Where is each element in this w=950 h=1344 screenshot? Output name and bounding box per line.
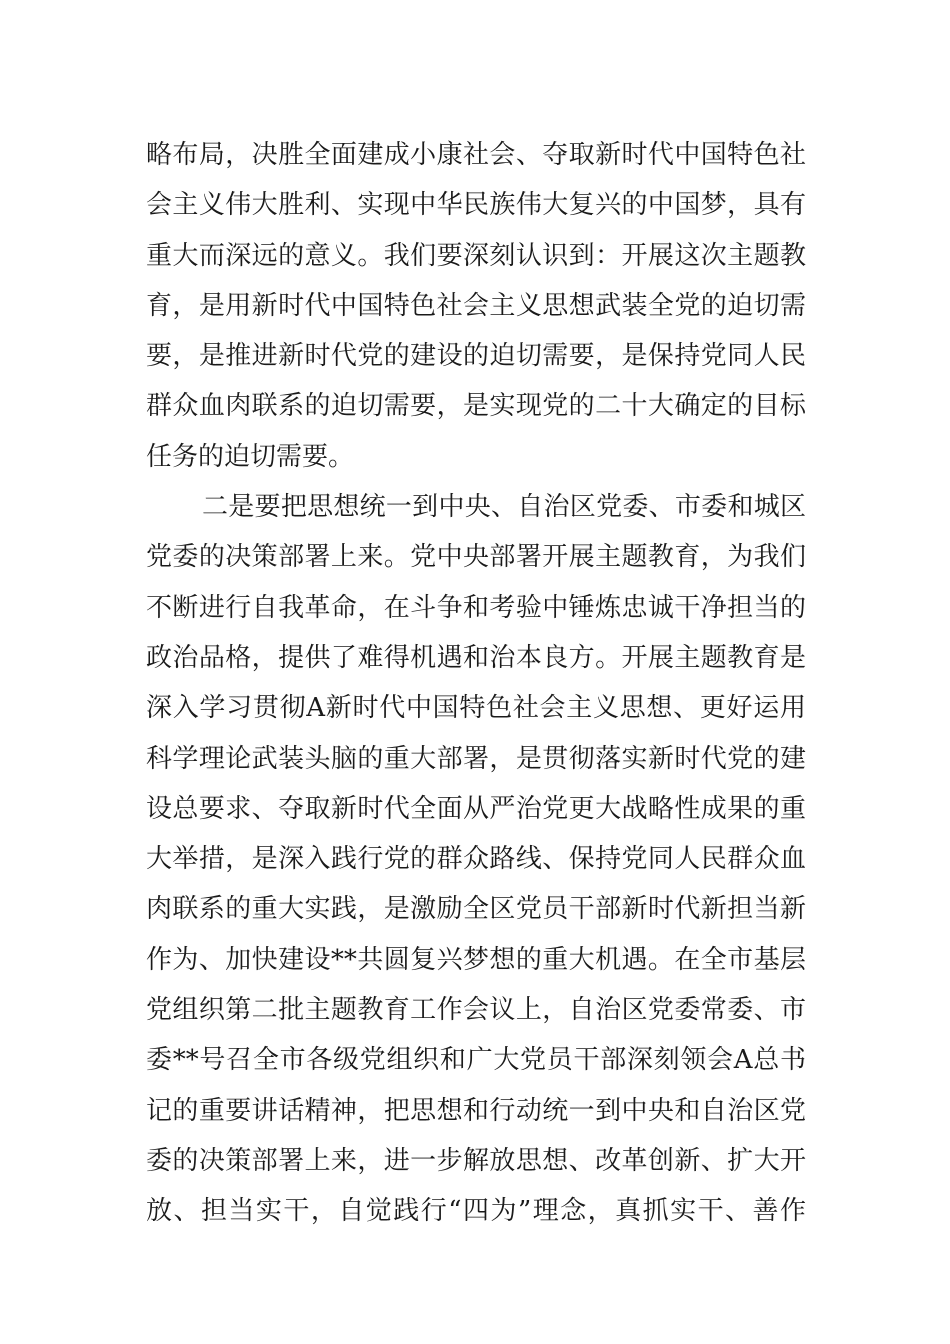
text-line: 党委的决策部署上来。党中央部署开展主题教育，为我们 [146,542,806,573]
text-line: 会主义伟大胜利、实现中华民族伟大复兴的中国梦，具有 [146,190,806,221]
text-line: 政治品格，提供了难得机遇和治本良方。开展主题教育是 [146,642,806,673]
text-line: 作为、加快建设**共圆复兴梦想的重大机遇。在全市基层 [146,944,806,975]
text-line: 不断进行自我革命，在斗争和考验中锤炼忠诚干净担当的 [146,592,806,623]
text-line: 肉联系的重大实践，是激励全区党员干部新时代新担当新 [146,894,806,925]
text-line: 大举措，是深入践行党的群众路线、保持党同人民群众血 [146,844,806,875]
paragraph-1 [146,130,806,482]
paragraph-2 [146,482,806,1236]
text-line: 放、担当实干，自觉践行“四为”理念，真抓实干、善作 [146,1196,806,1227]
text-line: 二是要把思想统一到中央、自治区党委、市委和城区 [202,492,806,523]
text-line: 科学理论武装头脑的重大部署，是贯彻落实新时代党的建 [146,743,806,774]
text-line: 群众血肉联系的迫切需要，是实现党的二十大确定的目标 [146,391,806,422]
text-line: 任务的迫切需要。 [146,441,355,472]
text-line: 记的重要讲话精神，把思想和行动统一到中央和自治区党 [146,1095,806,1126]
body-text [146,130,806,1237]
text-line: 委的决策部署上来，进一步解放思想、改革创新、扩大开 [146,1145,806,1176]
text-line: 育，是用新时代中国特色社会主义思想武装全党的迫切需 [146,290,806,321]
text-line: 略布局，决胜全面建成小康社会、夺取新时代中国特色社 [146,140,806,170]
text-line: 重大而深远的意义。我们要深刻认识到：开展这次主题教 [146,240,806,271]
text-line: 设总要求、夺取新时代全面从严治党更大战略性成果的重 [146,793,806,824]
text-line: 深入学习贯彻A新时代中国特色社会主义思想、更好运用 [146,693,806,724]
text-line: 要，是推进新时代党的建设的迫切需要，是保持党同人民 [146,341,806,372]
text-line: 委**号召全市各级党组织和广大党员干部深刻领会A总书 [146,1045,806,1076]
text-line: 党组织第二批主题教育工作会议上，自治区党委常委、市 [146,995,806,1026]
